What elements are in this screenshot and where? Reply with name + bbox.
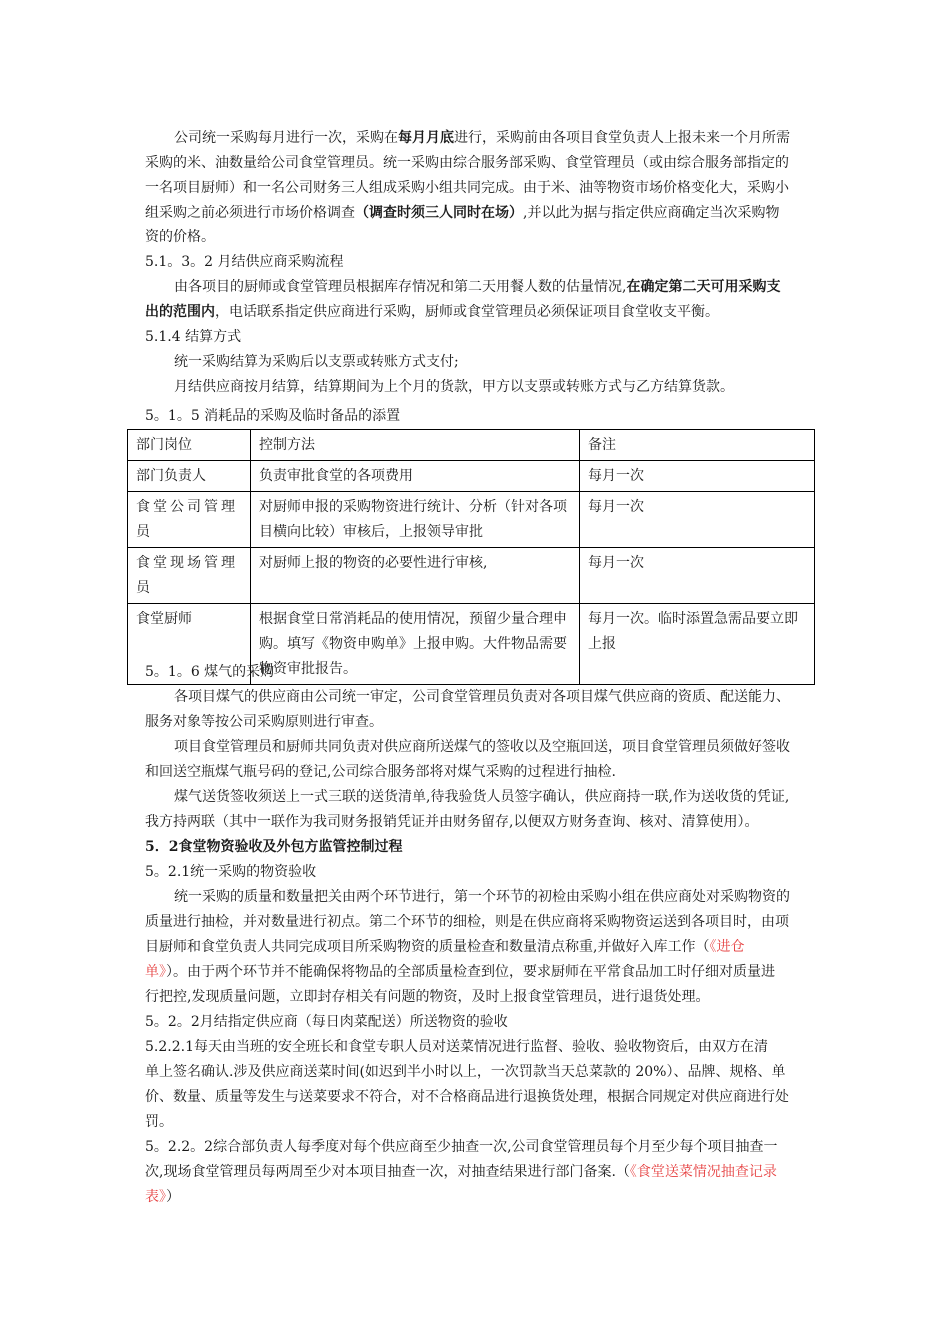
section-heading-516: 5。1。6 煤气的采购: [145, 664, 275, 680]
para-1-line-3: 一名项目厨师）和一名公司财务三人组成采购小组共同完成。由于米、油等物资市场价格变化大，采购小: [145, 180, 789, 196]
table-cell-method: 根据食堂日常消耗品的使用情况，预留少量合理申 购。填写《物资申购单》上报申购。大件物品需要 物资审批报告。: [251, 604, 580, 685]
section-heading-52: 5．2食堂物资验收及外包方监管控制过程: [145, 839, 403, 855]
link-inspection-record-end[interactable]: 表》: [145, 1189, 166, 1205]
para-4-line-2: 服务对象等按公司采购原则进行审查。: [145, 714, 383, 730]
table-cell-role: 部门负责人: [128, 461, 251, 492]
emphasis-budget: 在确定第二天可用采购支: [626, 279, 781, 295]
para-7-line-2: 质量进行抽检，并对数量进行初点。第二个环节的细检，则是在供应商将采购物资运送到各项目时，由项: [145, 914, 789, 930]
para-8-line-1: 5.2.2.1每天由当班的安全班长和食堂专职人员对送菜情况进行监督、验收、验收物资后，由双方在清: [145, 1039, 768, 1055]
link-inspection-record[interactable]: 《食堂送菜情况抽查记录: [629, 1164, 777, 1180]
section-heading-522: 5。2。2月结指定供应商（每日肉菜配送）所送物资的验收: [145, 1014, 508, 1030]
table-cell-note: 每月一次: [580, 492, 815, 548]
para-9-line-1: 5。2.2。2综合部负责人每季度对每个供应商至少抽查一次,公司食堂管理员每个月至少每个项目抽查一: [145, 1139, 778, 1155]
para-8-line-3: 价、数量、质量等发生与送菜要求不符合，对不合格商品进行退换货处理，根据合同规定对供应商进行处: [145, 1089, 789, 1105]
section-heading-521: 5。2.1统一采购的物资验收: [145, 864, 317, 880]
section-heading-514: 5.1.4 结算方式: [145, 329, 242, 345]
para-6-line-1: 煤气送货签收须送上一式三联的送货清单,待我验货人员签字确认，供应商持一联,作为送收货的凭证,: [174, 789, 790, 805]
para-7-line-1: 统一采购的质量和数量把关由两个环节进行，第一个环节的初检由采购小组在供应商处对采购物资的: [174, 889, 790, 905]
table-cell-method: 对厨师申报的采购物资进行统计、分析（针对各项 目横向比较）审核后，上报领导审批: [251, 492, 580, 548]
section-heading-515: 5。1。5 消耗品的采购及临时备品的添置: [145, 408, 401, 424]
link-warehouse-receipt-end[interactable]: 单》: [145, 964, 166, 980]
table-cell-method: 负责审批食堂的各项费用: [251, 461, 580, 492]
para-5-line-2: 和回送空瓶煤气瓶号码的登记,公司综合服务部将对煤气采购的过程进行抽检.: [145, 764, 616, 780]
table-cell-note: 每月一次: [580, 548, 815, 604]
link-warehouse-receipt[interactable]: 《进仓: [709, 939, 745, 955]
table-cell-role: 食堂现场管理 员: [128, 548, 251, 604]
para-2-line-2: 出的范围内，电话联系指定供应商进行采购，厨师或食堂管理员必须保证项目食堂收支平衡。: [145, 304, 719, 320]
table-header-cell: 控制方法: [251, 430, 580, 461]
table-header-cell: 备注: [580, 430, 815, 461]
para-9-line-2: 次,现场食堂管理员每两周至少对本项目抽查一次，对抽查结果进行部门备案.（《食堂送菜情况抽查记录: [145, 1164, 777, 1180]
para-4-line-1: 各项目煤气的供应商由公司统一审定，公司食堂管理员负责对各项目煤气供应商的资质、配送能力、: [174, 689, 790, 705]
section-heading-5132: 5.1。3。2 月结供应商采购流程: [145, 254, 344, 270]
para-1-line-5: 资的价格。: [145, 229, 215, 245]
para-9-line-3: 表》）: [145, 1189, 180, 1205]
para-7-line-5: 行把控,发现质量问题，立即封存相关有问题的物资，及时上报食堂管理员，进行退货处理。: [145, 989, 710, 1005]
control-table: [127, 429, 815, 685]
table-row: [128, 461, 815, 492]
table-cell-role: 食堂公司管理 员: [128, 492, 251, 548]
table-header-cell: 部门岗位: [128, 430, 251, 461]
para-7-line-3: 目厨师和食堂负责人共同完成项目所采购物资的质量检查和数量清点称重,并做好入库工作（《进仓: [145, 939, 745, 955]
table-cell-note: 每月一次: [580, 461, 815, 492]
para-5-line-1: 项目食堂管理员和厨师共同负责对供应商所送煤气的签收以及空瓶回送，项目食堂管理员须做好签收: [174, 739, 790, 755]
emphasis-three-people: （调查时须三人同时在场）: [355, 205, 523, 221]
para-8-line-2: 单上签名确认.涉及供应商送菜时间(如迟到半小时以上，一次罚款当天总菜款的 20%）、品牌、规格、单: [145, 1064, 786, 1080]
table-cell-note: 每月一次。临时添置急需品要立即 上报: [580, 604, 815, 685]
para-3-line-1: 统一采购结算为采购后以支票或转账方式支付;: [174, 354, 459, 370]
table-row: [128, 492, 815, 548]
para-2-line-1: 由各项目的厨师或食堂管理员根据库存情况和第二天用餐人数的估量情况,在确定第二天可用采购支: [174, 279, 781, 295]
para-1-line-2: 采购的米、油数量给公司食堂管理员。统一采购由综合服务部采购、食堂管理员（或由综合服务部指定的: [145, 155, 789, 171]
para-1-line-4: 组采购之前必须进行市场价格调查（调查时须三人同时在场）,并以此为据与指定供应商确定当次采购物: [145, 205, 780, 221]
para-8-line-4: 罚。: [145, 1114, 173, 1130]
para-7-line-4: 单》）。由于两个环节并不能确保将物品的全部质量检查到位，要求厨师在平常食品加工时仔细对质量进: [145, 964, 775, 980]
emphasis-monthly-end: 每月月底: [398, 130, 454, 146]
para-6-line-2: 我方持两联（其中一联作为我司财务报销凭证并由财务留存,以便双方财务查询、核对、清算使用）。: [145, 814, 759, 830]
table-row: [128, 548, 815, 604]
table-cell-method: 对厨师上报的物资的必要性进行审核,: [251, 548, 580, 604]
table-cell-role: 食堂厨师: [128, 604, 251, 685]
table-header-row: [128, 430, 815, 461]
para-3-line-2: 月结供应商按月结算，结算期间为上个月的货款，甲方以支票或转账方式与乙方结算货款。: [174, 379, 734, 395]
para-1-line-1: 公司统一采购每月进行一次，采购在每月月底进行，采购前由各项目食堂负责人上报未来一个月所需: [174, 130, 790, 146]
